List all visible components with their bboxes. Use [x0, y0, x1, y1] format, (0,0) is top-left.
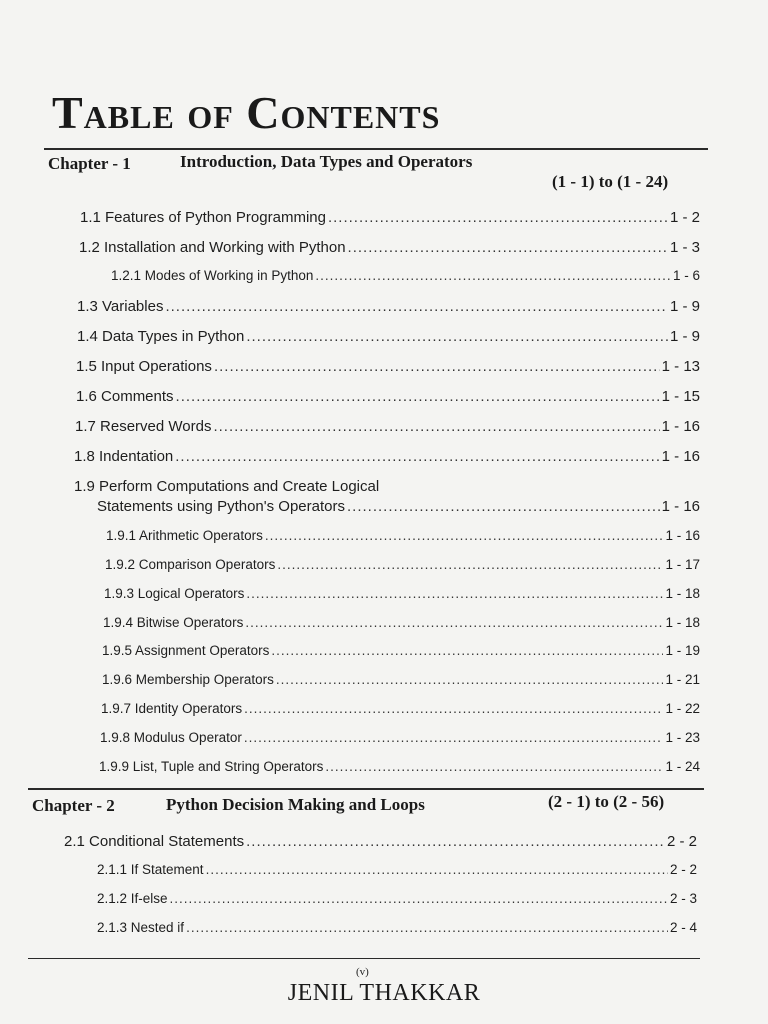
toc-entry-page: 1 - 17: [665, 557, 700, 572]
toc-entry-page: 1 - 13: [661, 358, 700, 375]
toc-entry-page: 2 - 4: [669, 920, 697, 935]
toc-entry[interactable]: [74, 448, 700, 465]
toc-entry[interactable]: [76, 358, 700, 375]
page-title: Table of Contents: [52, 87, 441, 138]
leader-dots: [246, 833, 665, 850]
leader-dots: [277, 557, 663, 572]
chapter-1-range: (1 - 1) to (1 - 24): [552, 172, 669, 191]
toc-subentry[interactable]: [102, 643, 700, 658]
chapter-2-rule: [28, 788, 704, 790]
toc-entry-page: 1 - 21: [665, 672, 700, 687]
toc-entry-text: 1.5 Input Operations: [76, 358, 212, 375]
leader-dots: [325, 759, 663, 774]
toc-entry-page: 1 - 19: [665, 643, 700, 658]
leader-dots: [244, 701, 663, 716]
toc-entry-text: 1.3 Variables: [77, 298, 164, 315]
toc-entry-page: 1 - 6: [672, 268, 700, 283]
toc-subentry[interactable]: [103, 615, 700, 630]
toc-entry-page: 2 - 3: [669, 891, 697, 906]
toc-entry[interactable]: [97, 498, 700, 515]
toc-entry-text: 1.9.3 Logical Operators: [104, 586, 245, 601]
leader-dots: [276, 672, 664, 687]
toc-entry-page: 1 - 15: [661, 388, 700, 405]
leader-dots: [348, 239, 668, 256]
toc-entry-page: 1 - 18: [665, 615, 700, 630]
toc-entry-page: 1 - 24: [665, 759, 700, 774]
leader-dots: [175, 448, 659, 465]
chapter-1-title: Introduction, Data Types and Operators: [180, 152, 473, 171]
leader-dots: [246, 328, 668, 345]
toc-entry-text[interactable]: 1.9 Perform Computations and Create Logical: [74, 478, 380, 495]
leader-dots: [213, 418, 659, 435]
toc-entry[interactable]: [77, 298, 700, 315]
toc-subentry[interactable]: [104, 586, 700, 601]
leader-dots: [271, 643, 663, 658]
toc-entry-page: 1 - 16: [661, 498, 700, 515]
toc-entry-page: 1 - 9: [669, 298, 700, 315]
leader-dots: [246, 586, 663, 601]
toc-entry-text: 1.9.4 Bitwise Operators: [103, 615, 244, 630]
leader-dots: [176, 388, 660, 405]
toc-entry-text: 1.9.2 Comparison Operators: [105, 557, 276, 572]
leader-dots: [206, 862, 668, 877]
title-rule: [44, 148, 708, 150]
toc-entry-text: Statements using Python's Operators: [97, 498, 345, 515]
toc-entry-page: 1 - 9: [669, 328, 700, 345]
toc-entry-text: 1.9.9 List, Tuple and String Operators: [99, 759, 324, 774]
toc-subentry[interactable]: [106, 528, 700, 543]
chapter-2-range: (2 - 1) to (2 - 56): [548, 792, 665, 811]
toc-entry[interactable]: [76, 388, 700, 405]
leader-dots: [245, 615, 663, 630]
toc-entry-text: 2.1.3 Nested if: [97, 920, 185, 935]
toc-entry-page: 1 - 16: [661, 448, 700, 465]
toc-entry-text: 1.1 Features of Python Programming: [80, 209, 326, 226]
toc-entry-page: 1 - 3: [669, 239, 700, 256]
leader-dots: [214, 358, 660, 375]
toc-entry-page: 1 - 22: [665, 701, 700, 716]
author-name: JENIL THAKKAR: [287, 980, 481, 1006]
chapter-2-title: Python Decision Making and Loops: [166, 795, 425, 814]
toc-entry-text: 2.1 Conditional Statements: [64, 833, 245, 850]
toc-entry-page: 2 - 2: [666, 833, 697, 850]
toc-entry-text: 1.6 Comments: [76, 388, 174, 405]
toc-subentry[interactable]: [105, 557, 700, 572]
toc-entry[interactable]: [64, 833, 697, 850]
toc-subentry[interactable]: [111, 268, 700, 283]
toc-entry-text: 1.2 Installation and Working with Python: [79, 239, 346, 256]
chapter-2-label: Chapter - 2: [32, 796, 115, 815]
toc-entry-text: 1.9.7 Identity Operators: [101, 701, 243, 716]
toc-subentry[interactable]: [97, 891, 697, 906]
footer-rule: [28, 958, 700, 959]
toc-entry[interactable]: [79, 239, 700, 256]
toc-entry[interactable]: [75, 418, 700, 435]
chapter-1-label: Chapter - 1: [48, 154, 131, 173]
toc-entry-text: 1.7 Reserved Words: [75, 418, 212, 435]
toc-subentry[interactable]: [100, 730, 700, 745]
toc-subentry[interactable]: [97, 862, 697, 877]
toc-entry-page: 1 - 18: [665, 586, 700, 601]
toc-entry-text: 1.9.6 Membership Operators: [102, 672, 274, 687]
leader-dots: [244, 730, 664, 745]
toc-entry-page: 1 - 16: [665, 528, 700, 543]
page-numeral: (v): [356, 966, 369, 978]
toc-entry-text: 2.1.1 If Statement: [97, 862, 204, 877]
leader-dots: [315, 268, 671, 283]
leader-dots: [170, 891, 668, 906]
toc-subentry[interactable]: [99, 759, 700, 774]
toc-entry-page: 2 - 2: [669, 862, 697, 877]
toc-entry-text: 1.9.5 Assignment Operators: [102, 643, 270, 658]
toc-entry-text: 1.4 Data Types in Python: [77, 328, 245, 345]
toc-entry-page: 1 - 16: [661, 418, 700, 435]
toc-entry[interactable]: [77, 328, 700, 345]
toc-entry-text: 1.9.8 Modulus Operator: [100, 730, 242, 745]
toc-entry-page: 1 - 23: [665, 730, 700, 745]
toc-subentry[interactable]: [97, 920, 697, 935]
toc-entry-text: 1.9.1 Arithmetic Operators: [106, 528, 263, 543]
leader-dots: [165, 298, 668, 315]
toc-subentry[interactable]: [102, 672, 700, 687]
leader-dots: [186, 920, 668, 935]
leader-dots: [328, 209, 668, 226]
toc-entry[interactable]: [80, 209, 700, 226]
toc-entry-text: 1.8 Indentation: [74, 448, 174, 465]
toc-entry-text: 2.1.2 If-else: [97, 891, 168, 906]
toc-subentry[interactable]: [101, 701, 700, 716]
leader-dots: [265, 528, 664, 543]
toc-entry-text: 1.2.1 Modes of Working in Python: [111, 268, 314, 283]
toc-entry-page: 1 - 2: [669, 209, 700, 226]
leader-dots: [347, 498, 660, 515]
